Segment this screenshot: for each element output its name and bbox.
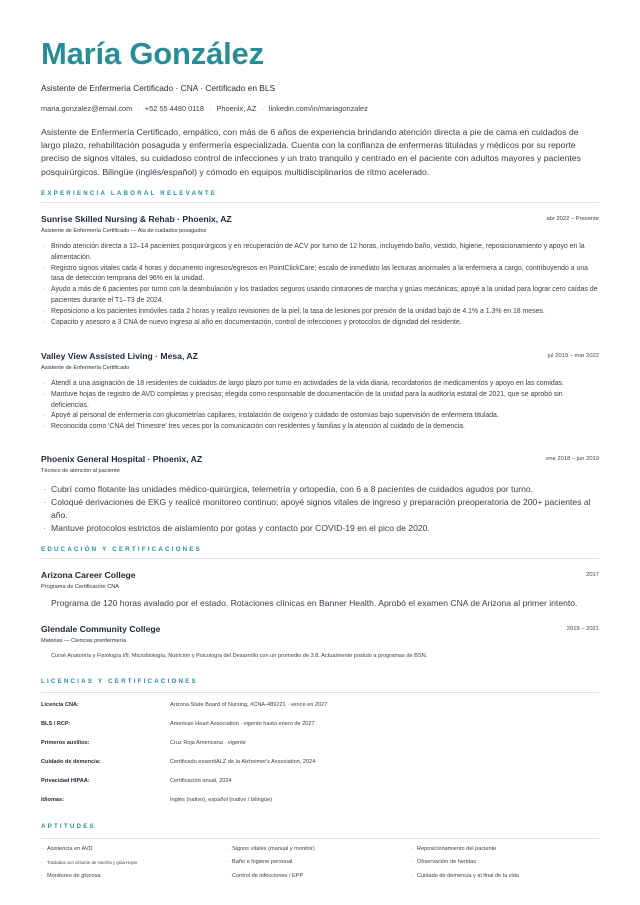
section-divider	[41, 202, 599, 203]
license-label: Cuidado de demencia:	[41, 759, 101, 765]
list-item: · Reconocida como 'CNA del Trimestre' tres veces por la comunicación con residentes y familias y la atención al cuidado de la demencia.	[51, 422, 599, 433]
skill-item: · Traslados con cinturón de marcha y grúa Hoyer	[41, 860, 138, 865]
license-label: Privacidad HIPAA:	[41, 778, 90, 784]
candidate-subtitle: Asistente de Enfermería Certificado · CNA · Certificado en BLS	[41, 83, 276, 93]
job-date: jul 2019 – mar 2022	[547, 353, 599, 359]
list-item: · Reposiciono a los pacientes inmóviles cada 2 horas y realizo revisiones de la piel; la tasa de lesiones por presión de la unidad bajó de 4.1% a 1.3% en 18 meses.	[51, 307, 599, 318]
section-title-licenses: LICENCIAS Y CERTIFICACIONES	[41, 678, 198, 685]
job-date: ene 2018 – jun 2019	[546, 456, 599, 462]
license-value: Cruz Roja Americana · vigente	[170, 740, 246, 746]
location: Phoenix, AZ	[216, 104, 257, 113]
list-item: · Mantuve protocolos estrictos de aislamiento por gotas y contacto por COVID-19 en el pico de 2020.	[51, 522, 599, 535]
contact-separator: ·	[137, 104, 140, 113]
list-item: · Registro signos vitales cada 4 horas y documento ingresos/egresos en PointClickCare; escalo de inmediato las lecturas anormales a la enfermera a cargo, contribuyendo a una tasa de detección temprana del 96% en la unidad.	[51, 264, 599, 286]
section-title-skills: APTITUDES	[41, 823, 96, 830]
list-item: · Cubrí como flotante las unidades médico-quirúrgica, telemetría y ortopedia, con 6 a 8 pacientes de cuidados agudos por turno.	[51, 483, 599, 496]
school-name: Glendale Community College	[41, 624, 161, 634]
skill-item: · Cuidado de demencia y al final de la vida	[411, 873, 519, 879]
education-description: Programa de 120 horas avalado por el estado. Rotaciones clínicas en Banner Health. Aprobó el examen CNA de Arizona al primer intento.	[51, 598, 578, 608]
job-bullets	[51, 483, 599, 535]
skill-item: · Monitoreo de glucosa	[41, 873, 101, 879]
email-link[interactable]: maria.gonzalez@email.com	[41, 104, 133, 113]
list-item: · Coloqué derivaciones de EKG y realicé monitoreo continuo; apoyé signos vitales de ingreso y preparación preoperatoria de 200+ pacientes al año.	[51, 496, 599, 522]
skill-item: · Baño e higiene personal	[226, 859, 292, 865]
program-name: Programa de Certificación CNA	[41, 584, 120, 590]
job-title: Phoenix General Hospital · Phoenix, AZ	[41, 454, 203, 464]
license-value: Arizona State Board of Nursing, #CNA-489221 · vence en 2027	[170, 702, 328, 708]
education-date: 2017	[586, 572, 599, 578]
license-label: Primeros auxilios:	[41, 740, 90, 746]
job-title: Valley View Assisted Living · Mesa, AZ	[41, 351, 198, 361]
contact-line	[41, 104, 368, 113]
phone-number: +52 55 4480 0118	[144, 104, 205, 113]
section-title-experience: EXPERIENCIA LABORAL RELEVANTE	[41, 190, 218, 197]
list-item: · Capacito y asesoro a 3 CNA de nuevo ingreso al año en documentación, control de infecciones y protocolos de dignidad del residente.	[51, 318, 599, 329]
candidate-name: María González	[41, 36, 264, 71]
license-label: BLS / RCP:	[41, 721, 71, 727]
section-divider	[41, 838, 599, 839]
linkedin-link[interactable]: linkedin.com/in/mariagonzalez	[268, 104, 368, 113]
job-date: abr 2022 – Presente	[546, 216, 599, 222]
list-item: · Atendí a una asignación de 18 residentes de cuidados de largo plazo por turno en actividades de la vida diaria, recordatorios de medicamentos y apoyo en las comidas.	[51, 379, 599, 390]
license-label: Idiomas:	[41, 797, 65, 803]
skill-item: · Signos vitales (manual y monitor)	[226, 846, 315, 852]
job-bullets	[51, 379, 599, 433]
list-item: · Apoyé al personal de enfermería con glucometrías capilares, instalación de oxígeno y cuidado de ostomías bajo supervisión de enfermera titulada.	[51, 411, 599, 422]
list-item: · Ayudo a más de 6 pacientes por turno con la deambulación y los traslados seguros usando cinturones de marcha y grúas mecánicas; apoyé a la unidad para lograr cero caídas de pacientes durante el T1–T3 de 2024.	[51, 285, 599, 307]
list-item: · Brindo atención directa a 12–14 pacientes posquirúrgicos y en recuperación de ACV por turno de 12 horas, incluyendo baño, vestido, higiene, reposicionamiento y apoyo en la alimentación.	[51, 242, 599, 264]
contact-separator: ·	[261, 104, 264, 113]
school-name: Arizona Career College	[41, 570, 136, 580]
job-role: Asistente de Enfermería Certificado — Ala de cuidados posagudos	[41, 228, 207, 234]
license-value: Certificación anual, 2024	[170, 778, 232, 784]
skill-item: · Control de infecciones / EPP	[226, 873, 303, 879]
section-divider	[41, 692, 599, 693]
license-value: Inglés (nativo), español (nativo / bilingüe)	[170, 797, 272, 803]
license-value: American Heart Association · vigente hasta enero de 2027	[170, 721, 315, 727]
skill-item: · Asistencia en AVD	[41, 846, 93, 852]
program-name: Materias — Ciencias prenfermería	[41, 638, 127, 644]
job-role: Asistente de Enfermería Certificado	[41, 365, 130, 371]
education-date: 2019 – 2021	[566, 626, 599, 632]
professional-summary: Asistente de Enfermería Certificado, empático, con más de 6 años de experiencia brindando atención directa a pie de cama en cuidados de largo plazo, rehabilitación posaguda y enfermería especializada. Cuenta con la confianza de enfermeras tituladas y médicos por su reporte preciso de signos vitales, su cuidadoso control de infecciones y un trato tranquilo y centrado en el paciente con adultos mayores y pacientes posquirúrgicos. Bilingüe (inglés/español) y cómodo en equipos multidisciplinarios de ritmo acelerado.	[41, 127, 581, 177]
job-bullets	[51, 242, 599, 328]
contact-separator: ·	[209, 104, 212, 113]
license-value: Certificado essentiALZ de la Alzheimer's Association, 2024	[170, 759, 316, 765]
education-description: Cursé Anatomía y Fisiología I/II, Microbiología, Nutrición y Psicología del Desarrollo con un promedio de 3.8. Actualmente postulo a programas de BSN.	[51, 653, 428, 659]
skill-item: · Observación de heridas	[411, 859, 476, 865]
section-title-education: EDUCACIÓN Y CERTIFICACIONES	[41, 546, 202, 553]
section-divider	[41, 558, 599, 559]
license-label: Licencia CNA:	[41, 702, 79, 708]
job-title: Sunrise Skilled Nursing & Rehab · Phoenix, AZ	[41, 214, 232, 224]
list-item: · Mantuve hojas de registro de AVD completas y precisas; elegida como responsable de documentación de la unidad para la auditoría estatal de 2021, que se aprobó sin deficiencias.	[51, 390, 599, 412]
job-role: Técnico de atención al paciente	[41, 468, 120, 474]
skill-item: · Reposicionamiento del paciente	[411, 846, 496, 852]
